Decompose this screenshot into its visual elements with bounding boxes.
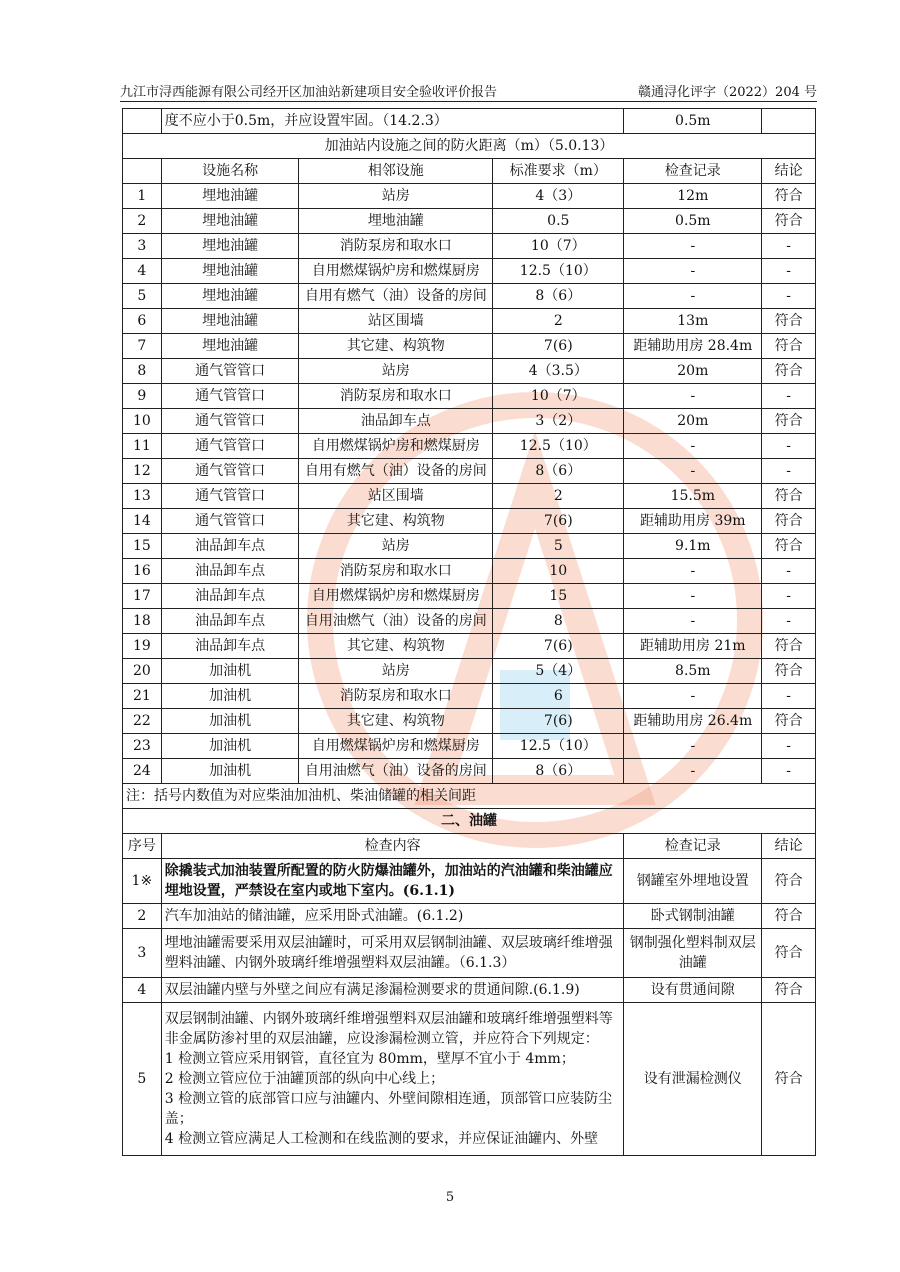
inspection-record: 距辅助用房 28.4m: [624, 334, 762, 359]
inspection-record: 13m: [624, 309, 762, 334]
column-header-number: 序号: [123, 834, 162, 859]
standard-requirement: 10: [493, 559, 624, 584]
conclusion: -: [762, 759, 816, 784]
adjacent-facility: 自用有燃气（油）设备的房间: [299, 284, 493, 309]
column-header-content: 检查内容: [161, 834, 624, 859]
adjacent-facility: 站房: [299, 359, 493, 384]
facility-name: 埋地油罐: [161, 184, 299, 209]
distance-row: [123, 559, 816, 584]
row-number: 2: [123, 904, 162, 929]
facility-name: 埋地油罐: [161, 259, 299, 284]
adjacent-facility: 自用燃煤锅炉房和燃煤厨房: [299, 734, 493, 759]
standard-requirement: 12.5（10）: [493, 734, 624, 759]
inspection-record: 0.5m: [624, 209, 762, 234]
row-number: 9: [123, 384, 162, 409]
facility-name: 油品卸车点: [161, 634, 299, 659]
tank-section-title-row: [123, 809, 816, 834]
facility-name: 加油机: [161, 709, 299, 734]
row-number: 21: [123, 684, 162, 709]
content-line: 1 检测立管应采用钢管，直径宜为 80mm，壁厚不宜小于 4mm；: [164, 1051, 575, 1067]
distance-row: [123, 584, 816, 609]
row-number: 13: [123, 484, 162, 509]
facility-name: 埋地油罐: [161, 334, 299, 359]
tank-row: [123, 978, 816, 1003]
row-number: 16: [123, 559, 162, 584]
inspection-record: 距辅助用房 39m: [624, 509, 762, 534]
distance-row: [123, 459, 816, 484]
conclusion: 符合: [762, 634, 816, 659]
continuation-row: [123, 109, 816, 134]
conclusion: -: [762, 459, 816, 484]
content-line: 双层钢制油罐、内钢外玻璃纤维增强塑料双层油罐和玻璃纤维增强塑料等非金属防渗衬里的双层油罐，应设渗漏检测立管，并应符合下列规定：: [164, 1011, 613, 1047]
inspection-record: -: [624, 609, 762, 634]
distance-row: [123, 434, 816, 459]
conclusion: -: [762, 609, 816, 634]
inspection-record: -: [624, 259, 762, 284]
distance-note-row: [123, 784, 816, 809]
standard-requirement: 15: [493, 584, 624, 609]
standard-requirement: 12.5（10）: [493, 434, 624, 459]
inspection-record: 钢罐室外埋地设置: [624, 859, 762, 904]
row-number: 15: [123, 534, 162, 559]
row-number: 7: [123, 334, 162, 359]
distance-row: [123, 484, 816, 509]
inspection-record: -: [624, 434, 762, 459]
distance-row: [123, 334, 816, 359]
conclusion: 符合: [762, 409, 816, 434]
standard-requirement: 8（6）: [493, 459, 624, 484]
row-number: 14: [123, 509, 162, 534]
inspection-record: -: [624, 734, 762, 759]
continuation-text: 度不应小于0.5m，并应设置牢固。（14.2.3）: [161, 109, 624, 134]
facility-name: 埋地油罐: [161, 284, 299, 309]
inspection-record: -: [624, 234, 762, 259]
inspection-record: -: [624, 384, 762, 409]
standard-requirement: 6: [493, 684, 624, 709]
continuation-result: [762, 109, 816, 134]
tank-row: [123, 904, 816, 929]
facility-name: 通气管管口: [161, 509, 299, 534]
row-number: 20: [123, 659, 162, 684]
conclusion: -: [762, 584, 816, 609]
adjacent-facility: 消防泵房和取水口: [299, 234, 493, 259]
distance-section-title: 加油站内设施之间的防火距离（m）（5.0.13）: [123, 134, 816, 159]
row-number: 12: [123, 459, 162, 484]
adjacent-facility: 自用有燃气（油）设备的房间: [299, 459, 493, 484]
distance-row: [123, 359, 816, 384]
adjacent-facility: 自用燃煤锅炉房和燃煤厨房: [299, 259, 493, 284]
conclusion: -: [762, 259, 816, 284]
content-line: 3 检测立管的底部管口应与油罐内、外壁间隙相连通，顶部管口应装防尘盖；: [164, 1091, 613, 1127]
standard-requirement: 7(6): [493, 709, 624, 734]
standard-requirement: 0.5: [493, 209, 624, 234]
facility-name: 通气管管口: [161, 484, 299, 509]
column-header-record: 检查记录: [624, 834, 762, 859]
conclusion: 符合: [762, 509, 816, 534]
standard-requirement: 8（6）: [493, 284, 624, 309]
row-number: 1: [123, 184, 162, 209]
adjacent-facility: 其它建、构筑物: [299, 334, 493, 359]
inspection-content: 埋地油罐需要采用双层油罐时，可采用双层钢制油罐、双层玻璃纤维增强塑料油罐、内钢外玻璃纤维增强塑料双层油罐。（6.1.3）: [161, 929, 624, 978]
page-number: 5: [445, 1190, 455, 1205]
distance-row: [123, 234, 816, 259]
row-number: 10: [123, 409, 162, 434]
adjacent-facility: 其它建、构筑物: [299, 634, 493, 659]
header-rule: [120, 101, 817, 102]
adjacent-facility: 站区围墙: [299, 309, 493, 334]
row-number: 18: [123, 609, 162, 634]
inspection-record: 钢制强化塑料制双层油罐: [624, 929, 762, 978]
conclusion: 符合: [762, 359, 816, 384]
adjacent-facility: 其它建、构筑物: [299, 709, 493, 734]
distance-row: [123, 209, 816, 234]
conclusion: 符合: [762, 484, 816, 509]
standard-requirement: 7(6): [493, 634, 624, 659]
conclusion: -: [762, 559, 816, 584]
adjacent-facility: 自用油燃气（油）设备的房间: [299, 759, 493, 784]
inspection-record: 设有贯通间隙: [624, 978, 762, 1003]
standard-requirement: 5（4）: [493, 659, 624, 684]
standard-requirement: 4（3.5）: [493, 359, 624, 384]
inspection-record: 设有泄漏检测仪: [624, 1003, 762, 1156]
distance-row: [123, 259, 816, 284]
row-number: 1※: [123, 859, 162, 904]
conclusion: 符合: [762, 709, 816, 734]
column-header-result: 结论: [762, 159, 816, 184]
distance-row: [123, 684, 816, 709]
tank-row: [123, 859, 816, 904]
standard-requirement: 10（7）: [493, 234, 624, 259]
tank-row: [123, 1003, 816, 1156]
inspection-record: -: [624, 684, 762, 709]
distance-row: [123, 709, 816, 734]
facility-name: 通气管管口: [161, 384, 299, 409]
row-number: 24: [123, 759, 162, 784]
row-number: 3: [123, 929, 162, 978]
standard-requirement: 8（6）: [493, 759, 624, 784]
distance-row: [123, 384, 816, 409]
adjacent-facility: 站房: [299, 184, 493, 209]
adjacent-facility: 自用燃煤锅炉房和燃煤厨房: [299, 434, 493, 459]
conclusion: -: [762, 384, 816, 409]
conclusion: -: [762, 434, 816, 459]
facility-name: 加油机: [161, 659, 299, 684]
row-number: 5: [123, 1003, 162, 1156]
standard-requirement: 2: [493, 309, 624, 334]
conclusion: 符合: [762, 309, 816, 334]
standard-requirement: 7(6): [493, 509, 624, 534]
column-header-record: 检查记录: [624, 159, 762, 184]
standard-requirement: 10（7）: [493, 384, 624, 409]
column-header-facility: 设施名称: [161, 159, 299, 184]
distance-row: [123, 409, 816, 434]
inspection-record: 20m: [624, 409, 762, 434]
conclusion: 符合: [762, 334, 816, 359]
row-number: 4: [123, 259, 162, 284]
distance-header-row: [123, 159, 816, 184]
facility-name: 通气管管口: [161, 434, 299, 459]
conclusion: 符合: [762, 659, 816, 684]
inspection-content: 除撬装式加油装置所配置的防火防爆油罐外，加油站的汽油罐和柴油罐应埋地设置，严禁设在室内或地下室内。(6.1.1): [161, 859, 624, 904]
facility-name: 油品卸车点: [161, 559, 299, 584]
row-number: 8: [123, 359, 162, 384]
distance-row: [123, 759, 816, 784]
facility-name: 埋地油罐: [161, 234, 299, 259]
column-header-result: 结论: [762, 834, 816, 859]
inspection-record: -: [624, 584, 762, 609]
row-number: 11: [123, 434, 162, 459]
inspection-record: 距辅助用房 21m: [624, 634, 762, 659]
adjacent-facility: 消防泵房和取水口: [299, 559, 493, 584]
inspection-record: 卧式钢制油罐: [624, 904, 762, 929]
facility-name: 油品卸车点: [161, 584, 299, 609]
row-number: 6: [123, 309, 162, 334]
facility-name: 通气管管口: [161, 459, 299, 484]
conclusion: 符合: [762, 859, 816, 904]
distance-row: [123, 534, 816, 559]
facility-name: 油品卸车点: [161, 534, 299, 559]
conclusion: 符合: [762, 534, 816, 559]
conclusion: -: [762, 284, 816, 309]
adjacent-facility: 消防泵房和取水口: [299, 384, 493, 409]
inspection-record: 距辅助用房 26.4m: [624, 709, 762, 734]
inspection-content: 双层油罐内壁与外壁之间应有满足渗漏检测要求的贯通间隙.(6.1.9): [161, 978, 624, 1003]
facility-name: 埋地油罐: [161, 309, 299, 334]
row-number: 5: [123, 284, 162, 309]
inspection-table: [122, 108, 816, 1156]
conclusion: 符合: [762, 1003, 816, 1156]
facility-name: 通气管管口: [161, 409, 299, 434]
row-number: 3: [123, 234, 162, 259]
row-number: 17: [123, 584, 162, 609]
adjacent-facility: 站区围墙: [299, 484, 493, 509]
conclusion: -: [762, 234, 816, 259]
facility-name: 埋地油罐: [161, 209, 299, 234]
row-number: 19: [123, 634, 162, 659]
standard-requirement: 7(6): [493, 334, 624, 359]
tank-section-title: 二、油罐: [123, 809, 816, 834]
continuation-record: 0.5m: [624, 109, 762, 134]
facility-name: 加油机: [161, 734, 299, 759]
inspection-record: -: [624, 459, 762, 484]
header-title: 九江市浔西能源有限公司经开区加油站新建项目安全验收评价报告: [120, 85, 498, 100]
inspection-record: 15.5m: [624, 484, 762, 509]
inspection-record: 20m: [624, 359, 762, 384]
page-header: [120, 80, 817, 100]
row-number: 23: [123, 734, 162, 759]
tank-header-row: [123, 834, 816, 859]
row-number: 22: [123, 709, 162, 734]
adjacent-facility: 埋地油罐: [299, 209, 493, 234]
facility-name: 油品卸车点: [161, 609, 299, 634]
distance-row: [123, 184, 816, 209]
adjacent-facility: 消防泵房和取水口: [299, 684, 493, 709]
distance-section-title-row: [123, 134, 816, 159]
standard-requirement: 5: [493, 534, 624, 559]
standard-requirement: 12.5（10）: [493, 259, 624, 284]
header-report-number: 赣通浔化评字（2022）204 号: [637, 85, 817, 100]
distance-row: [123, 284, 816, 309]
conclusion: 符合: [762, 929, 816, 978]
standard-requirement: 3（2）: [493, 409, 624, 434]
column-header-standard: 标准要求（m）: [493, 159, 624, 184]
facility-name: 加油机: [161, 684, 299, 709]
inspection-record: 8.5m: [624, 659, 762, 684]
adjacent-facility: 其它建、构筑物: [299, 509, 493, 534]
inspection-record: -: [624, 284, 762, 309]
row-number: 2: [123, 209, 162, 234]
column-header-adjacent: 相邻设施: [299, 159, 493, 184]
conclusion: 符合: [762, 904, 816, 929]
inspection-record: -: [624, 559, 762, 584]
adjacent-facility: 自用燃煤锅炉房和燃煤厨房: [299, 584, 493, 609]
adjacent-facility: 油品卸车点: [299, 409, 493, 434]
distance-row: [123, 609, 816, 634]
adjacent-facility: 站房: [299, 534, 493, 559]
adjacent-facility: 站房: [299, 659, 493, 684]
facility-name: 加油机: [161, 759, 299, 784]
content-line: 2 检测立管应位于油罐顶部的纵向中心线上；: [164, 1071, 445, 1087]
conclusion: 符合: [762, 209, 816, 234]
distance-row: [123, 734, 816, 759]
adjacent-facility: 自用油燃气（油）设备的房间: [299, 609, 493, 634]
row-number: 4: [123, 978, 162, 1003]
conclusion: -: [762, 734, 816, 759]
conclusion: 符合: [762, 184, 816, 209]
inspection-record: 9.1m: [624, 534, 762, 559]
standard-requirement: 4（3）: [493, 184, 624, 209]
standard-requirement: 2: [493, 484, 624, 509]
standard-requirement: 8: [493, 609, 624, 634]
conclusion: 符合: [762, 978, 816, 1003]
distance-row: [123, 634, 816, 659]
tank-row: [123, 929, 816, 978]
conclusion: -: [762, 684, 816, 709]
facility-name: 通气管管口: [161, 359, 299, 384]
inspection-content: [161, 1003, 624, 1156]
distance-note: 注：括号内数值为对应柴油加油机、柴油储罐的相关间距: [123, 784, 816, 809]
inspection-record: -: [624, 759, 762, 784]
distance-row: [123, 509, 816, 534]
content-line: 4 检测立管应满足人工检测和在线监测的要求，并应保证油罐内、外壁: [164, 1131, 599, 1147]
distance-row: [123, 309, 816, 334]
inspection-content: 汽车加油站的储油罐，应采用卧式油罐。(6.1.2): [161, 904, 624, 929]
distance-row: [123, 659, 816, 684]
inspection-record: 12m: [624, 184, 762, 209]
